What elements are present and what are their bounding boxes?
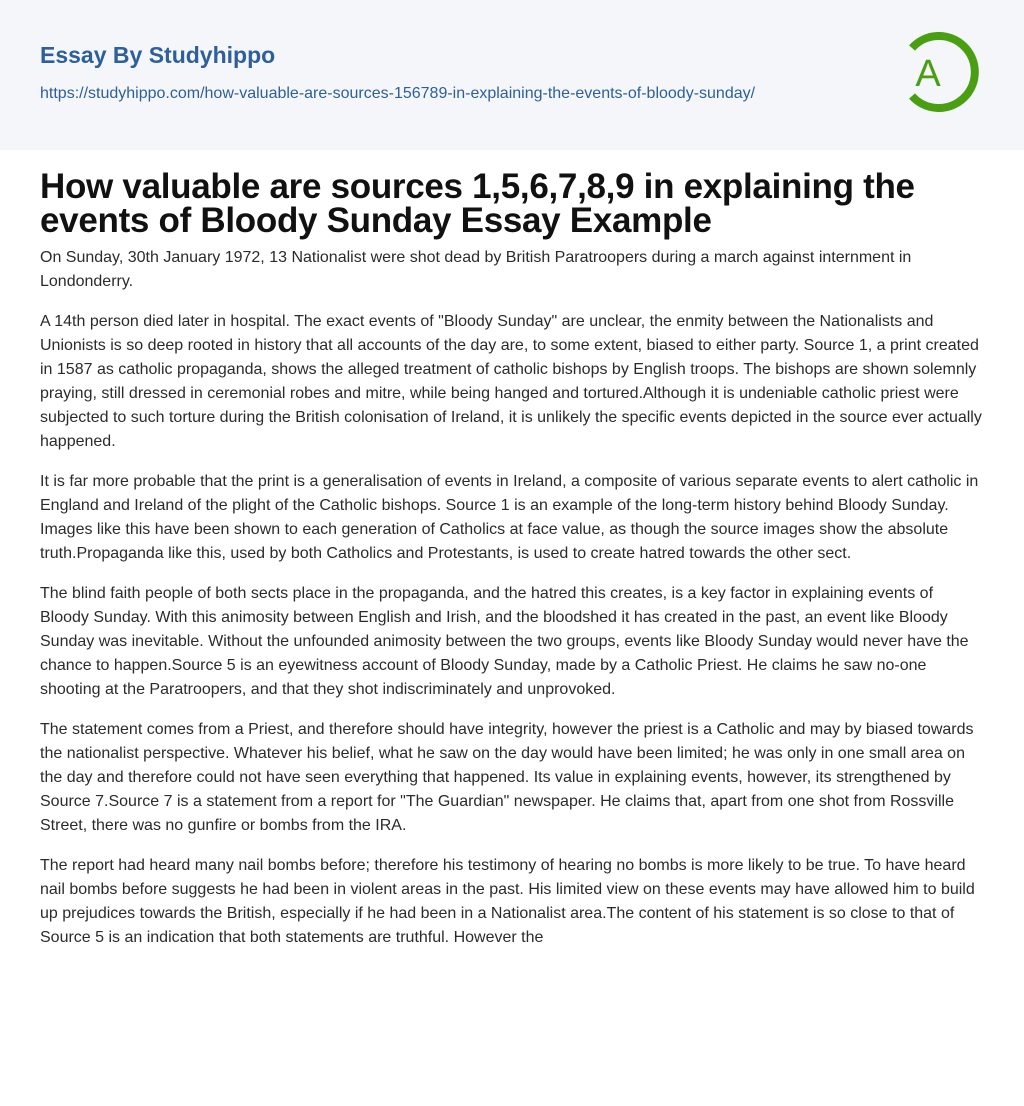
article-paragraph-1: On Sunday, 30th January 1972, 13 Nationalist were shot dead by British Paratroopers during a march against internment in Londonderry. xyxy=(40,249,912,290)
logo-letter: A xyxy=(915,53,941,95)
site-header xyxy=(0,0,1024,150)
brand-title: Essay By Studyhippo xyxy=(40,42,276,68)
article-paragraph-2: A 14th person died later in hospital. The exact events of "Bloody Sunday" are unclear, the enmity between the Nationalists and Unionists is so deep rooted in history that all accounts of the day are, to some extent, biased to either party. Source 1, a print created in 1587 as catholic propaganda, shows the alleged treatment of catholic bishops by English troops. The bishops are shown solemnly praying, still dressed in ceremonial robes and mitre, while being hanged and tortured.Although it is undeniable catholic priest were subjected to such torture during the British colonisation of Ireland, it is unlikely the specific events depicted in the source ever actually happened. xyxy=(40,313,982,450)
article-paragraph-5: The statement comes from a Priest, and therefore should have integrity, however the priest is a Catholic and may by biased towards the nationalist perspective. Whatever his belief, what he saw on the day would have been limited; he was only in one small area on the day and therefore could not have seen everything that happened. Its value in explaining events, however, its strengthened by Source 7.Source 7 is a statement from a report for "The Guardian" newspaper. He claims that, apart from one shot from Rossville Street, there was no gunfire or bombs from the IRA. xyxy=(40,721,974,834)
logo-svg xyxy=(900,30,984,114)
studyhippo-a-logo-icon[interactable] xyxy=(900,30,984,114)
article-paragraph-6: The report had heard many nail bombs before; therefore his testimony of hearing no bombs is more likely to be true. To have heard nail bombs before suggests he had been in violent areas in the past. His limited view on these events may have allowed him to build up prejudices towards the British, especially if he had been in a Nationalist area.The content of his statement is so close to that of Source 5 is an indication that both statements are truthful. However the xyxy=(40,857,975,946)
essay-url-link[interactable]: https://studyhippo.com/how-valuable-are-sources-156789-in-explaining-the-events-of-bloody-sunday/ xyxy=(40,85,756,102)
article-paragraph-3: It is far more probable that the print is a generalisation of events in Ireland, a composite of various separate events to alert catholic in England and Ireland of the plight of the Catholic bishops. Source 1 is an example of the long-term history behind Bloody Sunday. Images like this have been shown to each generation of Catholics at face value, as though the source images show the absolute truth.Propaganda like this, used by both Catholics and Protestants, is used to create hatred towards the other sect. xyxy=(40,473,979,562)
article xyxy=(0,167,1024,950)
article-title: How valuable are sources 1,5,6,7,8,9 in explaining the events of Bloody Sunday Essay Example xyxy=(40,167,915,240)
article-paragraph-4: The blind faith people of both sects place in the propaganda, and the hatred this creates, is a key factor in explaining events of Bloody Sunday. With this animosity between English and Irish, and the bloodshed it has created in the past, an event like Bloody Sunday was inevitable. Without the unfounded animosity between the two groups, events like Bloody Sunday would never have the chance to happen.Source 5 is an eyewitness account of Bloody Sunday, made by a Catholic Priest. He claims he saw no-one shooting at the Paratroopers, and that they shot indiscriminately and unprovoked. xyxy=(40,585,969,698)
